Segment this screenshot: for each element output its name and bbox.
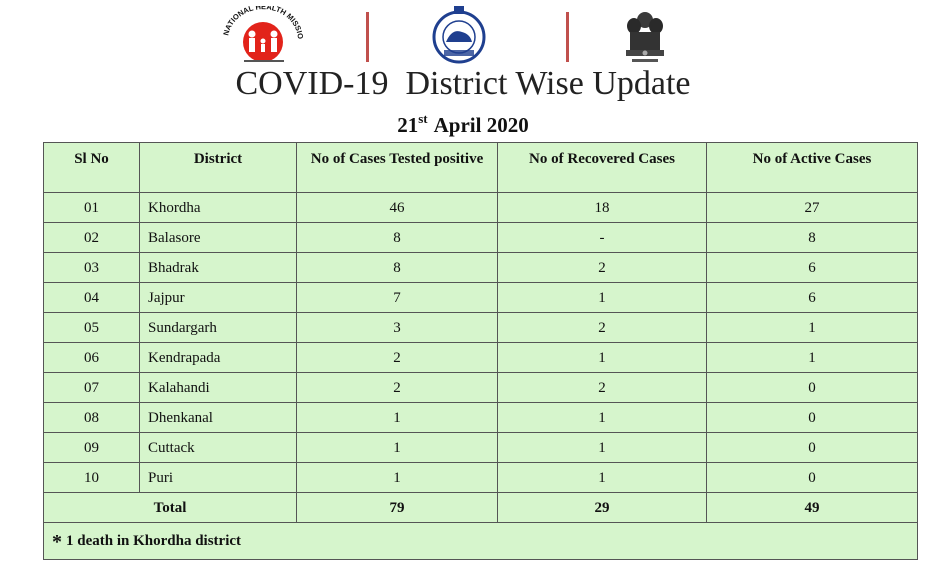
logo-bar — [0, 4, 952, 64]
district-cell: Khordha — [140, 193, 297, 223]
table-row — [44, 463, 918, 493]
recovered-cell: 1 — [498, 463, 707, 493]
positive-cell: 7 — [297, 283, 498, 313]
logo-divider — [566, 12, 569, 62]
sl-no-cell: 04 — [44, 283, 140, 313]
active-cell: 27 — [707, 193, 918, 223]
footnote-row — [44, 523, 918, 560]
recovered-cell: 1 — [498, 343, 707, 373]
column-header-district: District — [140, 143, 297, 193]
total-row — [44, 493, 918, 523]
active-cell: 0 — [707, 403, 918, 433]
recovered-cell: - — [498, 223, 707, 253]
active-cell: 6 — [707, 253, 918, 283]
sl-no-cell: 03 — [44, 253, 140, 283]
date-month-year: April 2020 — [433, 113, 529, 137]
positive-cell: 3 — [297, 313, 498, 343]
sl-no-cell: 02 — [44, 223, 140, 253]
total-positive: 79 — [297, 493, 498, 523]
recovered-cell: 2 — [498, 253, 707, 283]
district-cell: Balasore — [140, 223, 297, 253]
odisha-government-seal — [420, 4, 498, 64]
district-cases-table — [43, 142, 918, 560]
column-header-active: No of Active Cases — [707, 143, 918, 193]
table-row — [44, 343, 918, 373]
table-row — [44, 403, 918, 433]
sl-no-cell: 08 — [44, 403, 140, 433]
page-title: COVID-19 District Wise Update — [235, 65, 691, 102]
recovered-cell: 1 — [498, 433, 707, 463]
positive-cell: 2 — [297, 373, 498, 403]
active-cell: 0 — [707, 433, 918, 463]
table-header-row — [44, 143, 918, 193]
column-header-positive: No of Cases Tested positive — [297, 143, 498, 193]
sl-no-cell: 05 — [44, 313, 140, 343]
district-cell: Dhenkanal — [140, 403, 297, 433]
footnote-text: 1 death in Khordha district — [66, 532, 242, 549]
table-body — [44, 193, 918, 493]
total-recovered: 29 — [498, 493, 707, 523]
table-row — [44, 193, 918, 223]
footnote — [44, 523, 918, 560]
active-cell: 8 — [707, 223, 918, 253]
recovered-cell: 2 — [498, 373, 707, 403]
recovered-cell: 18 — [498, 193, 707, 223]
district-cell: Sundargarh — [140, 313, 297, 343]
district-cell: Bhadrak — [140, 253, 297, 283]
active-cell: 6 — [707, 283, 918, 313]
positive-cell: 8 — [297, 223, 498, 253]
district-cell: Puri — [140, 463, 297, 493]
report-date — [0, 106, 926, 138]
recovered-cell: 1 — [498, 283, 707, 313]
positive-cell: 2 — [297, 343, 498, 373]
table-row — [44, 253, 918, 283]
active-cell: 1 — [707, 343, 918, 373]
district-cell: Jajpur — [140, 283, 297, 313]
table-row — [44, 433, 918, 463]
sl-no-cell: 01 — [44, 193, 140, 223]
table-row — [44, 223, 918, 253]
total-label: Total — [44, 493, 297, 523]
recovered-cell: 1 — [498, 403, 707, 433]
positive-cell: 1 — [297, 433, 498, 463]
sl-no-cell: 07 — [44, 373, 140, 403]
logo-divider — [366, 12, 369, 62]
national-emblem-icon — [618, 6, 672, 66]
column-header-sl-no: Sl No — [44, 143, 140, 193]
nhm-logo-text: NATIONAL HEALTH MISSIO — [221, 6, 306, 40]
national-health-mission-logo — [214, 6, 314, 66]
sl-no-cell: 10 — [44, 463, 140, 493]
sl-no-cell: 06 — [44, 343, 140, 373]
sl-no-cell: 09 — [44, 433, 140, 463]
date-day: 21 — [397, 113, 419, 137]
positive-cell: 1 — [297, 403, 498, 433]
district-cell: Kendrapada — [140, 343, 297, 373]
recovered-cell: 2 — [498, 313, 707, 343]
active-cell: 0 — [707, 373, 918, 403]
column-header-recovered: No of Recovered Cases — [498, 143, 707, 193]
positive-cell: 8 — [297, 253, 498, 283]
total-active: 49 — [707, 493, 918, 523]
footnote-star: * — [52, 530, 62, 553]
positive-cell: 46 — [297, 193, 498, 223]
active-cell: 0 — [707, 463, 918, 493]
positive-cell: 1 — [297, 463, 498, 493]
date-suffix: st — [418, 111, 428, 126]
table-row — [44, 313, 918, 343]
table-row — [44, 283, 918, 313]
active-cell: 1 — [707, 313, 918, 343]
district-cell: Kalahandi — [140, 373, 297, 403]
district-cell: Cuttack — [140, 433, 297, 463]
table-row — [44, 373, 918, 403]
